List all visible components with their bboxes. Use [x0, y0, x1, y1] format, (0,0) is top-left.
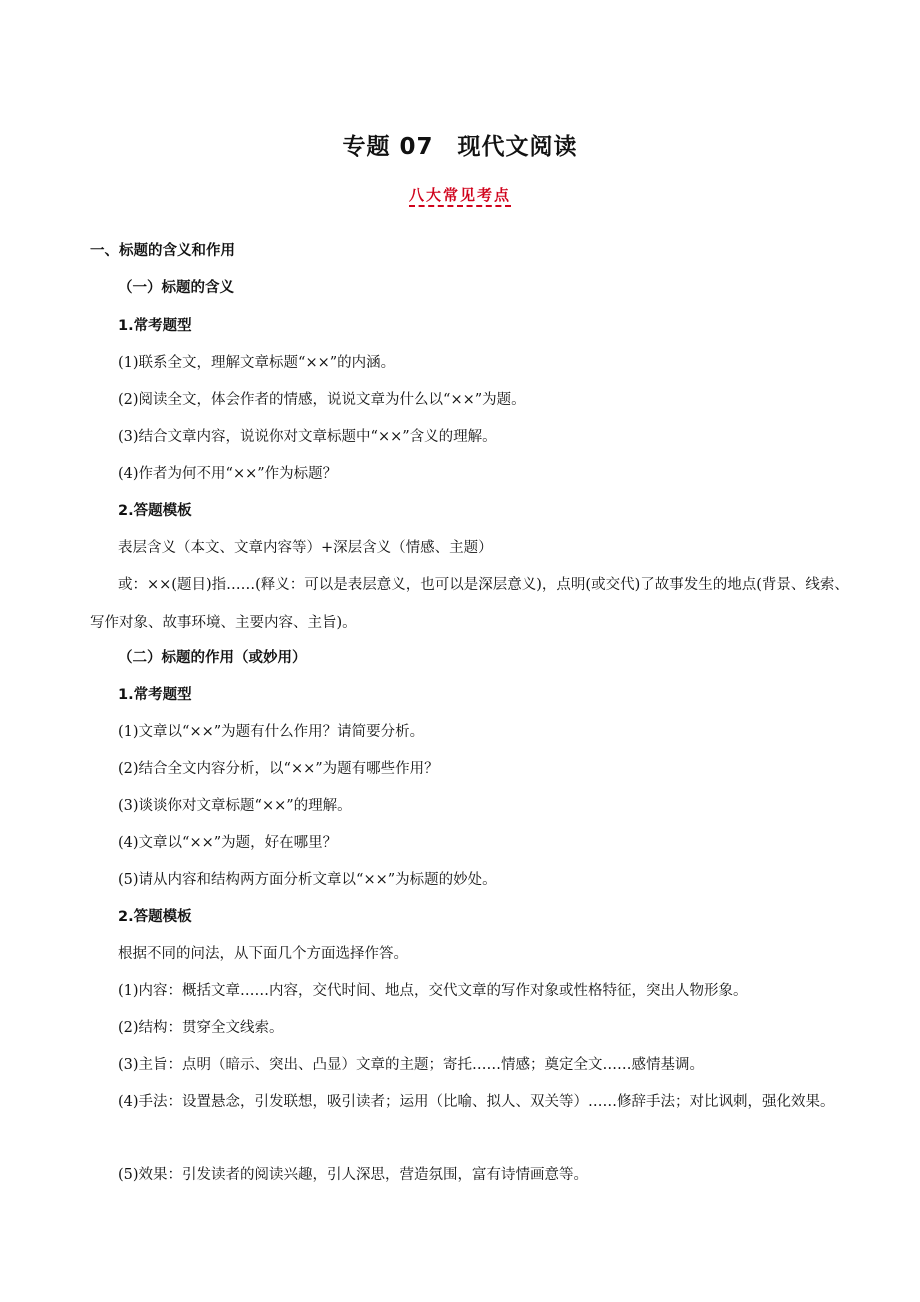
answer-line: 表层含义（本文、文章内容等）+深层含义（情感、主题）	[118, 540, 493, 556]
question-item: (3)结合文章内容，说说你对文章标题中“××”含义的理解。	[118, 429, 497, 445]
question-item: (3)谈谈你对文章标题“××”的理解。	[118, 798, 352, 814]
section-heading: 一、标题的含义和作用	[90, 243, 235, 259]
part-heading: （一）标题的含义	[118, 280, 234, 296]
page-title: 专题 07 现代文阅读	[342, 134, 578, 160]
answer-item: (1)内容：概括文章……内容，交代时间、地点，交代文章的写作对象或性格特征，突出人物形象。	[118, 983, 748, 999]
answer-item: (2)结构：贯穿全文线索。	[118, 1020, 284, 1036]
answer-item: (4)手法：设置悬念，引发联想，吸引读者；运用（比喻、拟人、双关等）……修辞手法；对比讽刺，强化效果。	[118, 1094, 835, 1110]
question-item: (4)文章以“××”为题，好在哪里？	[118, 835, 338, 851]
question-types-heading: 1.常考题型	[118, 687, 192, 703]
part-heading: （二）标题的作用（或妙用）	[118, 650, 307, 666]
page-subtitle	[0, 184, 920, 205]
question-item: (1)文章以“××”为题有什么作用？请简要分析。	[118, 724, 425, 740]
answer-item: (3)主旨：点明（暗示、突出、凸显）文章的主题；寄托……情感；奠定全文……感情基调。	[118, 1057, 705, 1073]
question-types-heading: 1.常考题型	[118, 318, 192, 334]
question-item: (5)请从内容和结构两方面分析文章以“××”为标题的妙处。	[118, 872, 497, 888]
question-item: (1)联系全文，理解文章标题“××”的内涵。	[118, 355, 396, 371]
answer-template-heading: 2.答题模板	[118, 503, 192, 519]
answer-template-heading: 2.答题模板	[118, 909, 192, 925]
answer-paragraph: 或：××(题目)指……(释义：可以是表层意义，也可以是深层意义)，点明(或交代)了故事发生的地点(背景、线索、写作对象、故事环境、主要内容、主旨)。	[90, 577, 849, 631]
question-item: (4)作者为何不用“××”作为标题？	[118, 466, 338, 482]
answer-item: (5)效果：引发读者的阅读兴趣，引人深思，营造氛围，富有诗情画意等。	[118, 1167, 589, 1183]
question-item: (2)阅读全文，体会作者的情感，说说文章为什么以“××”为题。	[118, 392, 526, 408]
subtitle-text: 八大常见考点	[409, 186, 511, 207]
answer-intro: 根据不同的问法，从下面几个方面选择作答。	[118, 946, 408, 962]
question-item: (2)结合全文内容分析，以“××”为题有哪些作用？	[118, 761, 439, 777]
